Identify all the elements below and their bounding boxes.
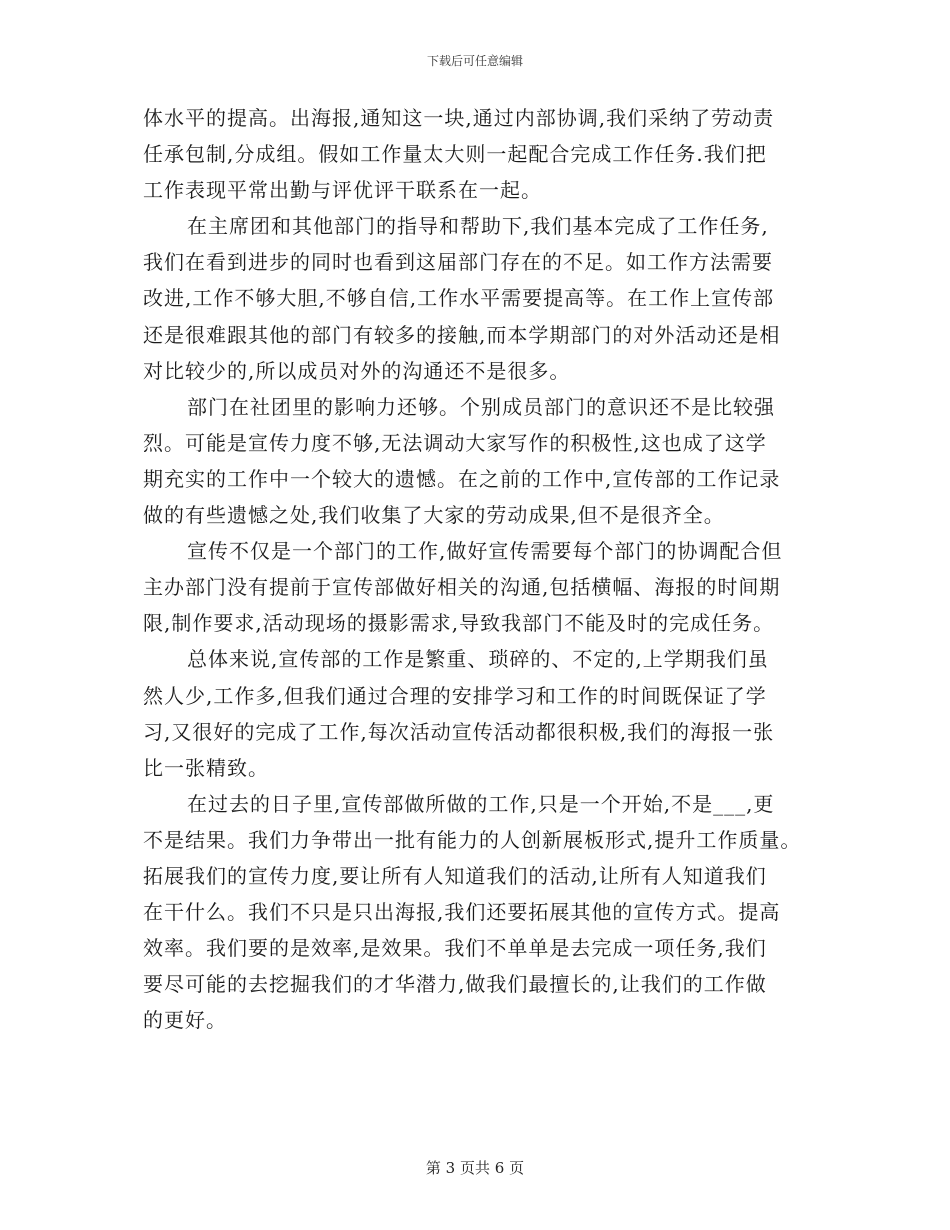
text-line: 任承包制,分成组。假如工作量太大则一起配合完成工作任务.我们把 [143, 142, 767, 167]
text-line: 比一张精致。 [143, 755, 269, 780]
text-line: 在干什么。我们不只是只出海报,我们还要拓展其他的宣传方式。提高 [143, 900, 781, 925]
text-line: 要尽可能的去挖掘我们的才华潜力,做我们最擅长的,让我们的工作做 [143, 972, 767, 997]
text-line: 我们在看到进步的同时也看到这届部门存在的不足。如工作方法需要 [143, 250, 773, 275]
text-line: 工作表现平常出勤与评优评干联系在一起。 [143, 178, 542, 203]
page-header: 下载后可任意编辑 [426, 54, 523, 68]
page-number-footer: 第 3 页共 6 页 [425, 1159, 525, 1177]
text-line: 改进,工作不够大胆,不够自信,工作水平需要提高等。在工作上宣传部 [143, 286, 775, 311]
text-line: 还是很难跟其他的部门有较多的接触,而本学期部门的对外活动还是相 [143, 322, 781, 347]
text-line: 然人少,工作多,但我们通过合理的安排学习和工作的时间既保证了学 [143, 683, 767, 708]
text-line: 效率。我们要的是效率,是效果。我们不单单是去完成一项任务,我们 [143, 936, 767, 961]
text-line: 的更好。 [143, 1008, 227, 1033]
document-body [143, 100, 823, 1038]
text-line: 对比较少的,所以成员对外的沟通还不是很多。 [143, 358, 571, 383]
text-line: 体水平的提高。出海报,通知这一块,通过内部协调,我们采纳了劳动责 [143, 106, 775, 130]
paragraph-first-line: 部门在社团里的影响力还够。个别成员部门的意识还不是比较强 [187, 394, 775, 419]
text-line: 主办部门没有提前于宣传部做好相关的沟通,包括横幅、海报的时间期 [143, 575, 781, 600]
text-line: 限,制作要求,活动现场的摄影需求,导致我部门不能及时的完成任务。 [143, 611, 775, 636]
text-line: 做的有些遗憾之处,我们收集了大家的劳动成果,但不是很齐全。 [143, 503, 725, 528]
paragraph-first-line: 在主席团和其他部门的指导和帮助下,我们基本完成了工作任务, [187, 214, 769, 239]
text-line: 不是结果。我们力争带出一批有能力的人创新展板形式,提升工作质量。 [143, 827, 802, 852]
text-line: 拓展我们的宣传力度,要让所有人知道我们的活动,让所有人知道我们 [143, 863, 767, 888]
text-line: 期充实的工作中一个较大的遗憾。在之前的工作中,宣传部的工作记录 [143, 466, 781, 491]
text-line: 习,又很好的完成了工作,每次活动宣传活动都很积极,我们的海报一张 [143, 719, 775, 744]
paragraph-first-line: 总体来说,宣传部的工作是繁重、琐碎的、不定的,上学期我们虽 [187, 647, 769, 672]
paragraph-first-line: 在过去的日子里,宣传部做所做的工作,只是一个开始,不是___,更 [187, 791, 775, 816]
paragraph-first-line: 宣传不仅是一个部门的工作,做好宣传需要每个部门的协调配合但 [187, 539, 783, 564]
text-line: 烈。可能是宣传力度不够,无法调动大家写作的积极性,这也成了这学 [143, 430, 767, 455]
